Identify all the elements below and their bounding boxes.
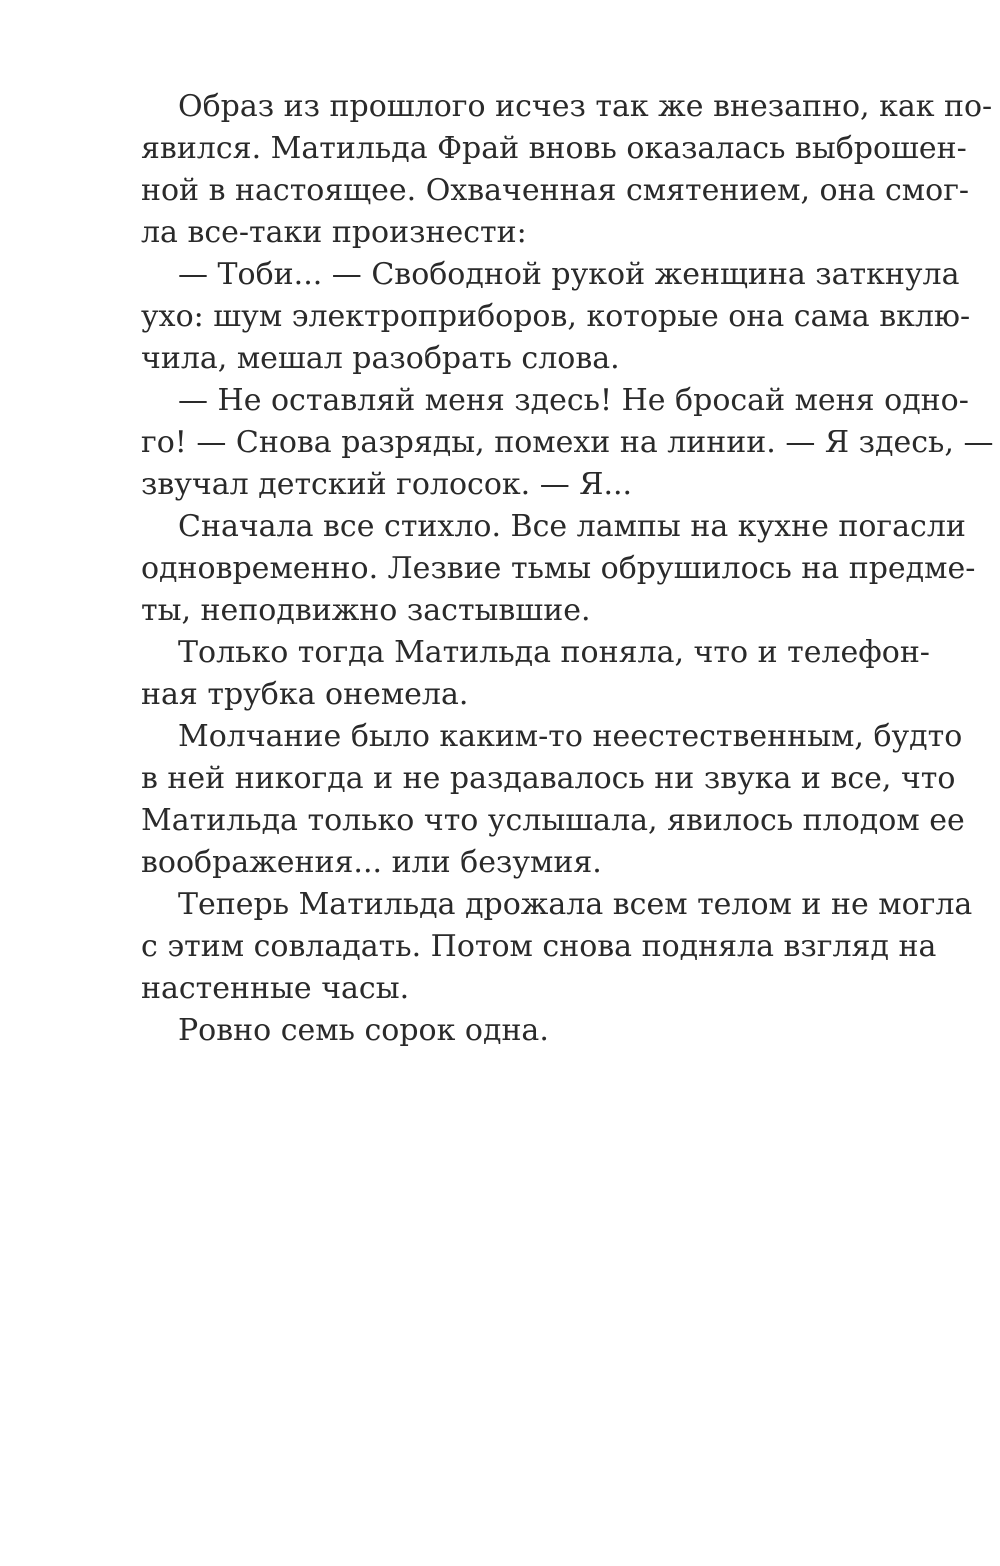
text-line: ла все-таки произнести: [141,215,527,250]
text-line: Молчание было каким-то неестественным, будто [178,719,963,754]
text-line: Сначала все стихло. Все лампы на кухне погасли [178,509,966,544]
paragraph [141,1010,881,1052]
text-line: го! — Снова разряды, помехи на линии. — Я здесь, — [141,425,994,460]
body-text [141,86,994,1052]
text-line: одновременно. Лезвие тьмы обрушилось на предме- [141,551,976,586]
paragraph [141,86,993,254]
paragraph [141,254,971,380]
text-line: Теперь Матильда дрожала всем телом и не могла [178,887,973,922]
text-line: ная трубка онемела. [141,677,469,712]
text-line: ухо: шум электроприборов, которые она сама вклю- [141,299,971,334]
text-line: Матильда только что услышала, явилось плодом ее [141,803,965,838]
text-line: Только тогда Матильда поняла, что и телефон- [178,635,930,670]
text-line: ной в настоящее. Охваченная смятением, она смог- [141,173,970,208]
text-line: Образ из прошлого исчез так же внезапно, как по- [178,89,993,124]
text-line: звучал детский голосок. — Я... [141,467,633,502]
paragraph [141,632,930,716]
paragraph [141,716,965,884]
text-line: чила, мешал разобрать слова. [141,341,620,376]
text-line: — Тоби... — Свободной рукой женщина заткнула [178,257,960,292]
text-line: с этим совладать. Потом снова подняла взгляд на [141,929,937,964]
text-line: явился. Матильда Фрай вновь оказалась выброшен- [141,131,967,166]
paragraph [141,884,973,1010]
text-line: — Не оставляй меня здесь! Не бросай меня одно- [178,383,969,418]
text-line: Ровно семь сорок одна. [178,1013,549,1048]
paragraph [141,506,976,632]
paragraph [141,380,994,506]
text-line: настенные часы. [141,971,410,1006]
text-line: воображения... или безумия. [141,845,602,880]
text-line: ты, неподвижно застывшие. [141,593,591,628]
text-line: в ней никогда и не раздавалось ни звука и все, что [141,761,956,796]
